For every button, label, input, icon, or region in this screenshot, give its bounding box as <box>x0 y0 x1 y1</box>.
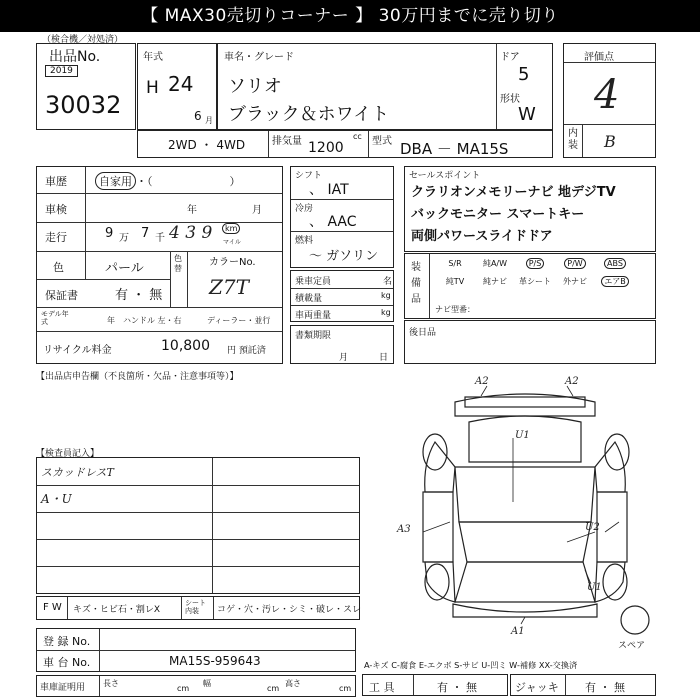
mark-u1-rear: U1 <box>515 430 530 441</box>
sales-point-1: クラリオンメモリーナビ 地デジTV <box>411 185 616 200</box>
model-box <box>217 43 553 130</box>
type-label: 型式 <box>372 136 392 147</box>
after-label: 後日品 <box>409 328 437 338</box>
doors-value: 5 <box>518 64 530 85</box>
spec-row <box>137 130 553 158</box>
mark-u1-front: U1 <box>587 582 602 593</box>
fw-items: キズ・ヒビ石・割レX <box>73 605 160 615</box>
left-doors <box>423 492 453 562</box>
chassis-value: MA15S-959643 <box>169 654 261 668</box>
equip-pw: P/W <box>564 258 585 269</box>
ac-label: 冷房 <box>295 204 314 214</box>
inspector-line-2: A・U <box>41 492 72 506</box>
cert-height: 高さ <box>285 679 301 688</box>
equip-ps: P/S <box>526 258 545 269</box>
color-label: 色 <box>53 261 64 274</box>
doors-label: ドア <box>500 52 520 63</box>
year-box <box>137 43 217 130</box>
mark-a3: A3 <box>397 524 411 535</box>
shift-value-wrap: 、 IAT <box>309 182 349 198</box>
year-month: 6 <box>194 109 202 123</box>
mileage-unit-km: km <box>222 223 240 234</box>
fw-row <box>36 596 360 620</box>
left-rear-fender <box>425 442 455 492</box>
lot-label: 出品No. <box>49 49 101 65</box>
reg-box <box>36 628 356 672</box>
jack-value: 有 ・ 無 <box>585 681 625 694</box>
windshield <box>459 522 591 562</box>
color-change-label: 色替 <box>174 254 182 273</box>
docs-day: 日 <box>379 353 389 363</box>
color-code-label: カラーNo. <box>209 257 256 268</box>
year-era: H <box>146 78 159 98</box>
drive: 2WD ・ 4WD <box>168 138 246 152</box>
tools-value: 有 ・ 無 <box>437 681 477 694</box>
cert-length-unit: cm <box>177 684 190 693</box>
spare-label: スペア <box>618 641 646 651</box>
jack-label: ジャッキ <box>515 681 559 694</box>
damage-legend: A-キズ C-腐食 E-エクボ S-サビ U-凹ミ W-補修 XX-交換済 <box>364 660 578 670</box>
mileage-v1: 9 <box>105 226 114 241</box>
recycle-label: リサイクル料金 <box>43 345 112 356</box>
front-bumper <box>453 604 597 617</box>
inspector-label: 【検査員記入】 <box>36 449 100 459</box>
lot-year-tag: 2019 <box>45 65 78 77</box>
equipment-box <box>404 253 656 319</box>
mileage-u1: 万 <box>119 233 129 244</box>
model-year-handle: ハンドル 左・右 <box>123 316 182 325</box>
recycle-unit: 円 預託済 <box>227 346 266 356</box>
model-year-dealer: ディーラー・並行 <box>207 316 271 325</box>
mileage-label: 走行 <box>45 231 67 244</box>
fuel-value: ガソリン <box>326 249 379 264</box>
interior-value: B <box>604 132 616 151</box>
drivetrain-box <box>290 166 394 268</box>
mileage-u2: 千 <box>155 233 165 244</box>
mileage-hand: 4 3 9 <box>169 223 213 243</box>
equip-ps-cell <box>515 257 555 270</box>
vehicle-info-box <box>36 166 283 364</box>
equip-alloy: 純A/W <box>482 259 508 268</box>
fuel-value-wrap: ～ ガソリン <box>309 249 379 264</box>
shift-value: IAT <box>327 182 349 198</box>
equipment-label: 装備品 <box>411 262 421 305</box>
equip-navi: 純ナビ <box>483 277 507 286</box>
model-grade: ブラック＆ホワイト <box>228 104 390 125</box>
seat-label: シート内装 <box>185 599 206 615</box>
registration-label: 登 録 No. <box>43 635 91 648</box>
capacity-box <box>290 270 394 322</box>
mark-a2-right: A2 <box>565 376 579 387</box>
warranty-label: 保証書 <box>45 289 78 302</box>
cert-row <box>36 675 356 697</box>
ac-value: AAC <box>327 214 357 230</box>
equip-tv: 純TV <box>445 277 465 286</box>
mark-a2-left: A2 <box>475 376 489 387</box>
equipment-table <box>435 257 635 288</box>
weight-unit: kg <box>381 308 391 317</box>
car-damage-diagram <box>395 372 657 662</box>
recycle-value: 10,800 <box>161 338 210 354</box>
ac-value-wrap: 、 AAC <box>309 214 357 230</box>
banner: 【 MAX30売切りコーナー 】 30万円までに売り切り <box>0 0 700 32</box>
jack-box <box>510 674 656 696</box>
sales-points-box <box>404 166 656 252</box>
sales-points-label: セールスポイント <box>409 171 481 181</box>
docs-month: 月 <box>339 353 349 363</box>
type-value: DBA － MA15S <box>400 140 509 158</box>
equip-airbag: エアB <box>601 276 629 287</box>
tools-box <box>362 674 508 696</box>
chassis-label: 車 台 No. <box>43 656 91 669</box>
cert-width-unit: cm <box>267 684 280 693</box>
mark-a1: A1 <box>511 626 525 637</box>
sales-point-2: バックモニター スマートキー <box>411 207 585 222</box>
cert-height-unit: cm <box>339 684 352 693</box>
year-label: 年式 <box>143 52 163 63</box>
displacement-label: 排気量 <box>272 136 302 147</box>
lot-box <box>36 43 136 130</box>
inspector-box <box>36 457 360 594</box>
mileage-unit-mile: マイル <box>223 239 241 246</box>
dealer-report-label: 【出品店申告欄（不良箇所・欠品・注意事項等）】 <box>36 372 239 382</box>
cert-length: 長さ <box>103 679 119 688</box>
history-value: 自家用 <box>95 172 136 190</box>
capacity-unit: 名 <box>383 277 393 287</box>
shape-label: 形状 <box>500 94 520 105</box>
equip-abs-cell <box>595 257 635 270</box>
capacity-label: 乗車定員 <box>295 277 332 287</box>
equip-leather: 革シート <box>519 277 551 286</box>
inspection-year: 年 <box>187 205 197 216</box>
year-month-unit: 月 <box>205 116 213 125</box>
docs-label: 書類期限 <box>295 331 332 341</box>
inspection-month: 月 <box>252 205 262 216</box>
score-value: 4 <box>594 72 620 118</box>
model-year-year: 年 <box>107 316 115 325</box>
shape-value: W <box>518 104 536 125</box>
fuel-label: 燃料 <box>295 236 314 246</box>
color-code: Z7T <box>209 275 249 299</box>
mark-u2: U2 <box>585 522 600 533</box>
lot-number: 30032 <box>45 91 122 119</box>
inspector-line-1: スカッドレスT <box>41 466 114 479</box>
header-note: （検合機／対処済） <box>42 35 124 45</box>
roof <box>455 467 595 522</box>
model-year-label: モデル年式 <box>41 310 69 326</box>
inspection-label: 車検 <box>45 203 67 216</box>
interior-label: 内装 <box>568 128 578 151</box>
cert-label: 車庫証明用 <box>40 683 86 693</box>
after-box <box>404 320 656 364</box>
navi-model-label: ナビ型番： <box>435 305 475 314</box>
history-value-wrap <box>95 172 241 190</box>
right-rear-wheel <box>605 434 629 470</box>
seat-items: コゲ・穴・汚レ・シミ・破レ・スレ <box>217 605 362 615</box>
rear-panel <box>465 397 585 407</box>
displacement-value: 1200 <box>308 140 344 156</box>
equip-pw-cell <box>555 257 595 270</box>
score-label: 評価点 <box>584 52 614 63</box>
left-front-wheel <box>425 564 449 600</box>
equip-airbag-cell <box>595 270 635 288</box>
equip-ext-navi: 外ナビ <box>563 277 587 286</box>
equip-abs: ABS <box>604 258 626 269</box>
year-value: 24 <box>168 72 194 96</box>
shift-label: シフト <box>295 171 323 181</box>
history-rest: ・（ ） <box>136 175 241 188</box>
hood <box>455 562 595 602</box>
tools-label: 工 具 <box>369 681 395 694</box>
color-value: パール <box>105 261 144 276</box>
displacement-unit: cc <box>353 132 362 141</box>
history-label: 車歴 <box>45 175 67 188</box>
cert-width: 幅 <box>203 679 211 688</box>
sales-point-3: 両側パワースライドドア <box>411 229 553 244</box>
fw-label: F W <box>43 602 62 613</box>
model-name: ソリオ <box>228 76 282 97</box>
warranty-value: 有 ・ 無 <box>115 288 163 303</box>
score-box <box>563 43 656 158</box>
equip-sr: S/R <box>448 259 462 268</box>
docs-box <box>290 325 394 364</box>
load-unit: kg <box>381 291 391 300</box>
weight-label: 車両重量 <box>295 311 332 321</box>
model-label: 車名・グレード <box>224 52 294 63</box>
load-label: 積載量 <box>295 294 323 304</box>
mileage-v2: 7 <box>141 226 150 241</box>
spare-tire <box>621 606 649 634</box>
